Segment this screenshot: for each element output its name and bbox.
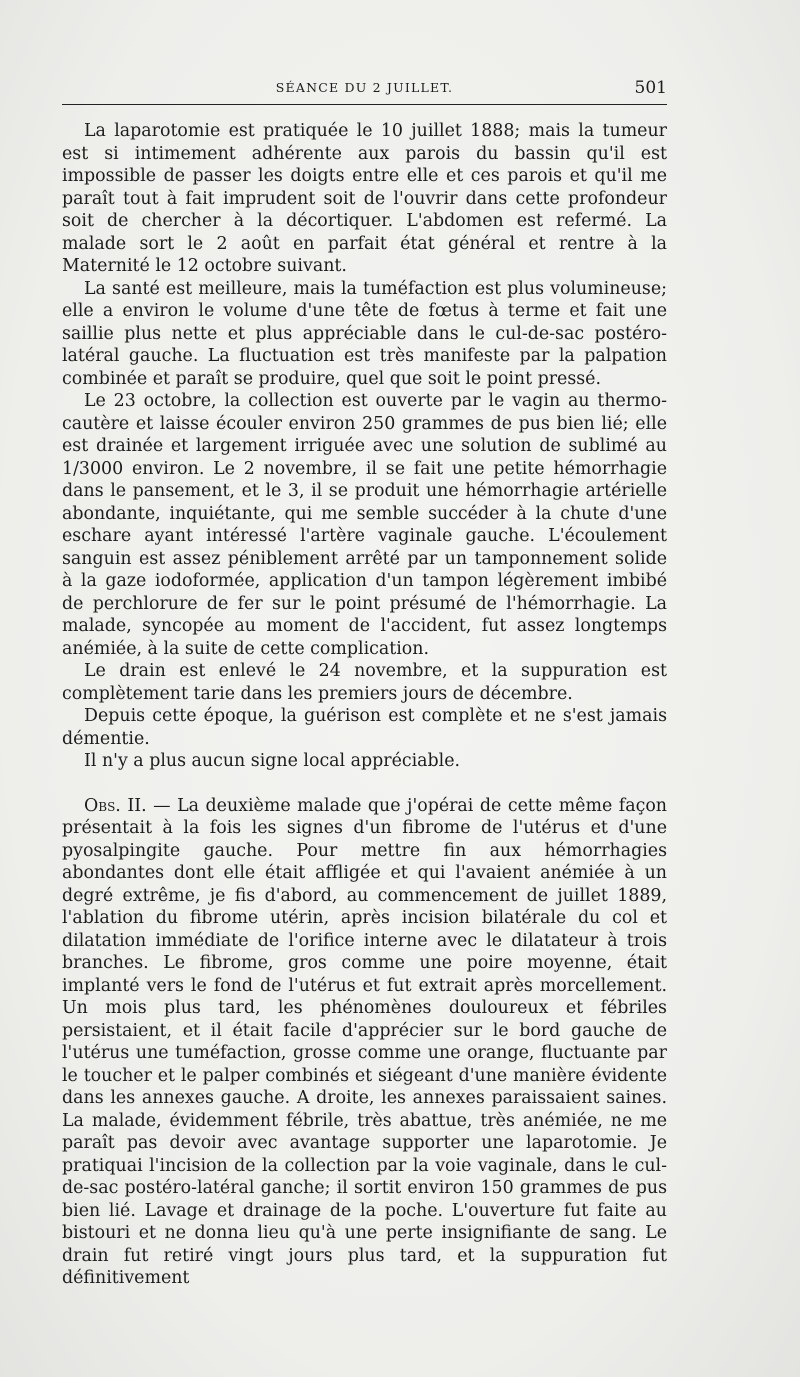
obs-text: — La deuxième malade que j'opérai de cette même façon présentait à la fois les signes d'un fibrome de l'utérus et d'une pyosalpingite gauche. Pour mettre fin aux hémorrhagies abondantes dont elle était affligée et qui l'avaient anémiée à un degré extrême, je fis d'abord, au commencement de juillet 1889, l'ablation du fibrome utérin, après incision bilatérale du col et dilatation immédiate de l'orifice interne avec le dilatateur à trois branches. Le fibrome, gros comme une poire moyenne, était implanté vers le fond de l'utérus et fut extrait après morcellement. Un mois plus tard, les phénomènes douloureux et fébriles persistaient, et il était facile d'apprécier sur le bord gauche de l'utérus une tuméfaction, grosse comme une orange, fluctuante par le toucher et le palper combinés et siégeant d'une manière évidente dans les annexes gauche. A droite, les annexes paraissaient saines. La malade, évidemment fébrile, très abattue, très anémiée, ne me paraît pas devoir avec avantage supporter une laparotomie. Je pratiquai l'incision de la collection par la voie vaginale, dans le cul-de-sac postéro-latéral ganche; il sortit environ 150 grammes de pus bien lié. Lavage et drainage de la poche. L'ouverture fut faite au bistouri et ne donna lieu qu'à une perte insignifiante de sang. Le drain fut retiré vingt jours plus tard, et la suppuration fut définitivement [62, 795, 668, 1288]
body-text [62, 120, 667, 1290]
paragraph-signe-local: Il n'y a plus aucun signe local appréciable. [84, 751, 461, 771]
page-number: 501 [634, 78, 667, 98]
paragraph-guerison: Depuis cette époque, la guérison est complète et ne s'est jamais démentie. [62, 706, 667, 749]
running-head [62, 78, 667, 102]
running-title: SÉANCE DU 2 JUILLET. [275, 80, 454, 95]
paragraph-sante: La santé est meilleure, mais la tuméfaction est plus volumineuse; elle a environ le volume d'une tête de fœtus à terme et fait une saillie plus nette et plus appréciable dans le cul-de-sac postéro-latéral gauche. La fluctuation est très manifeste par la palpation combinée et paraît se produire, quel que soit le point pressé. [62, 278, 667, 389]
paragraph-23-octobre: Le 23 octobre, la collection est ouverte par le vagin au thermo-cautère et laisse écouler environ 250 grammes de pus bien lié; elle est drainée et largement irriguée avec une solution de sublimé au 1/3000 environ. Le 2 novembre, il se fait une petite hémorrhagie dans le pansement, et le 3, il se produit une hémorrhagie artérielle abondante, inquiétante, qui me semble succéder à la chute d'une eschare ayant intéressé l'artère vaginale gauche. L'écoulement sanguin est assez péniblement arrêté par un tamponnement solide à la gaze iodoformée, application d'un tampon légèrement imbibé de perchlorure de fer sur le point présumé de l'hémorrhagie. La malade, syncopée au moment de l'accident, fut assez longtemps anémiée, à la suite de cette complication. [62, 391, 667, 659]
paragraph-laparotomie: La laparotomie est pratiquée le 10 juillet 1888; mais la tumeur est si intimement adhérente aux parois du bassin qu'il est impossible de passer les doigts entre elle et ces parois et qu'il me paraît tout à fait imprudent soit de l'ouvrir dans cette profondeur soit de chercher à la décortiquer. L'abdomen est refermé. La malade sort le 2 août en parfait état général et rentre à la Maternité le 12 octobre suivant. [62, 121, 667, 276]
header-rule [62, 104, 667, 105]
paragraph-drain: Le drain est enlevé le 24 novembre, et la suppuration est complètement tarie dans les premiers jours de décembre. [62, 661, 667, 704]
section-gap [62, 773, 667, 795]
paragraph-obs-ii [62, 795, 667, 1290]
obs-label: Obs. II. [84, 795, 147, 816]
